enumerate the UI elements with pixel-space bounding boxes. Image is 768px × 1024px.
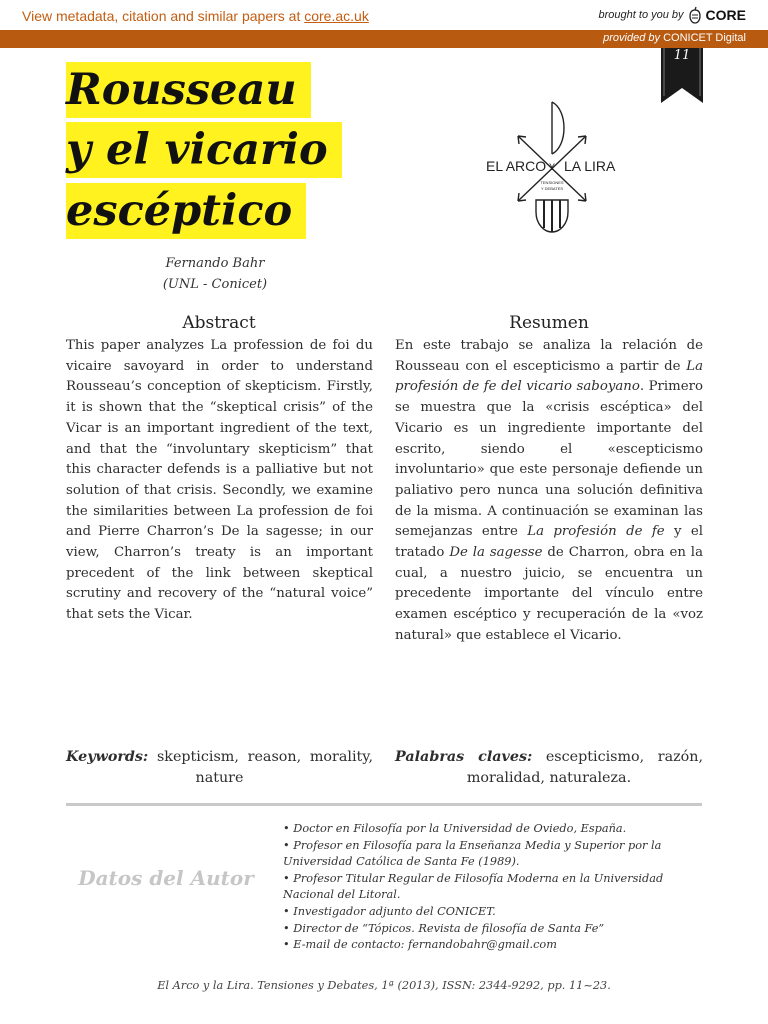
core-provider-bar bbox=[0, 30, 768, 48]
logo-middle-text: Y bbox=[549, 162, 556, 172]
core-provided-by[interactable] bbox=[603, 32, 746, 44]
keywords-text: skepticism, reason, morality, nature bbox=[148, 749, 373, 786]
core-link-url[interactable]: core.ac.uk bbox=[304, 8, 369, 24]
author-data-item: • Investigador adjunto del CONICET. bbox=[283, 904, 703, 921]
core-link-prefix: View metadata, citation and similar papers at bbox=[22, 8, 305, 24]
provided-by-label: provided by bbox=[603, 32, 660, 44]
logo-left-text: EL ARCO bbox=[486, 158, 547, 174]
page-footer-citation: El Arco y la Lira. Tensiones y Debates, 1ª (2013), ISSN: 2344-9292, pp. 11~23. bbox=[157, 979, 611, 992]
core-brought-by[interactable] bbox=[599, 6, 746, 24]
author-data-heading: Datos del Autor bbox=[78, 866, 254, 890]
author-data-item: • Profesor en Filosofía para la Enseñanza Media y Superior por la Universidad Católica de Santa Fe (1989). bbox=[283, 838, 703, 871]
core-logo: CORE bbox=[705, 7, 746, 23]
logo-small-line-2: Y DEBATES bbox=[540, 186, 564, 191]
author-affiliation: (UNL - Conicet) bbox=[162, 277, 268, 292]
title-line-2: y el vicario bbox=[66, 122, 342, 178]
resumen-title-1: La profesión de fe del vicario saboyano bbox=[395, 358, 703, 395]
resumen-text-4: de Charron, obra en la cual, a nuestro juicio, se encuentra un precedente importante del vínculo entre examen escéptico y recuperación de la «voz natural» que establece el Vicario. bbox=[395, 545, 703, 643]
provider-name: CONICET Digital bbox=[663, 32, 746, 44]
logo-small-line-1: TENSIONES bbox=[540, 180, 564, 185]
author-data-item: • E-mail de contacto: fernandobahr@gmail.com bbox=[283, 937, 703, 954]
palabras-claves bbox=[395, 747, 703, 789]
resumen-title-3: De la sagesse bbox=[449, 545, 543, 561]
author-name: Fernando Bahr bbox=[165, 256, 265, 271]
abstract-heading: Abstract bbox=[182, 313, 256, 333]
abstract-text: This paper analyzes La profession de foi du vicaire savoyard in order to understand Rousseau’s conception of skepticism. Firstly, it is shown that the “skeptical crisis” of the Vicar is an important ingredient of the text, and that the “involuntary skepticism” that this character defends is a palliative but not solution of that crisis. Secondly, we examine the similarities between La profession de foi and Pierre Charron’s De la sagesse; in our view, Charron’s treaty is an important precedent of the link between skeptical scrutiny and recovery of the “natural voice” that sets the Vicar. bbox=[66, 338, 373, 623]
core-brought-text: brought to you by bbox=[598, 9, 684, 21]
resumen-heading: Resumen bbox=[509, 313, 589, 333]
resumen-title-2: La profesión de fe bbox=[527, 524, 665, 540]
resumen-text-3: y el tratado bbox=[395, 524, 703, 561]
resumen-text-1: En este trabajo se analiza la relación de Rousseau con el escepticismo a partir de bbox=[395, 338, 703, 374]
logo-right-text: LA LIRA bbox=[564, 158, 616, 174]
title-line-1: Rousseau bbox=[66, 62, 311, 118]
page-number-bookmark bbox=[661, 48, 703, 103]
author-data-item: • Doctor en Filosofía por la Universidad de Oviedo, España. bbox=[283, 821, 703, 838]
core-apple-icon bbox=[688, 6, 702, 24]
author-data-item: • Director de “Tópicos. Revista de filosofía de Santa Fe” bbox=[283, 921, 703, 938]
section-divider bbox=[66, 803, 702, 806]
core-header bbox=[0, 0, 768, 30]
keywords bbox=[66, 747, 373, 789]
palabras-text: escepticismo, razón, moralidad, naturaleza. bbox=[466, 749, 703, 786]
page-number: 11 bbox=[673, 48, 691, 63]
author-data-list bbox=[283, 821, 703, 954]
palabras-label: Palabras claves: bbox=[395, 749, 533, 765]
journal-logo bbox=[482, 98, 622, 238]
author-data-item: • Profesor Titular Regular de Filosofía Moderna en la Universidad Nacional del Litoral. bbox=[283, 871, 703, 904]
resumen-text bbox=[395, 336, 703, 647]
resumen-text-2: . Primero se muestra que la «crisis escéptica» del Vicario es un ingrediente importante del escrito, siendo el «escepticismo involuntario» que este personaje defiende un paliativo pero nunca una solución definitiva de la misma. A continuación se examinan las semejanzas entre bbox=[395, 379, 703, 540]
core-metadata-link[interactable] bbox=[22, 8, 369, 24]
keywords-label: Keywords: bbox=[66, 749, 149, 765]
title-line-3: escéptico bbox=[66, 183, 306, 239]
